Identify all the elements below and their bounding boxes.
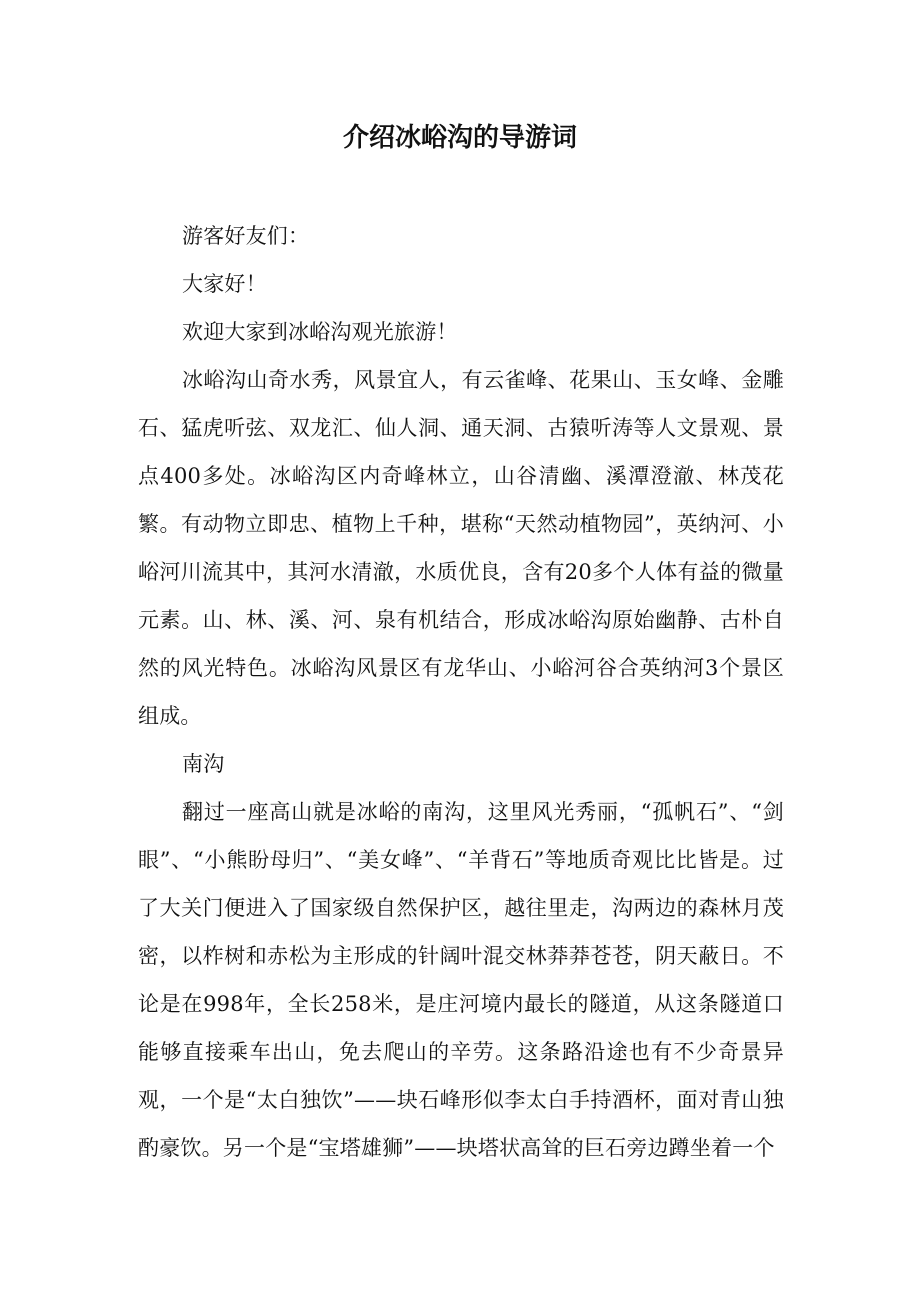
hello-paragraph: 大家好！ [182, 272, 267, 296]
greeting-paragraph: 游客好友们： [182, 224, 310, 248]
welcome-paragraph: 欢迎大家到冰峪沟观光旅游！ [182, 320, 458, 344]
section-heading-south: 南沟 [182, 752, 225, 776]
document-title: 介绍冰峪沟的导游词 [342, 123, 577, 153]
overview-paragraph: 冰峪沟山奇水秀，风景宜人，有云雀峰、花果山、玉女峰、金雕石、猛虎听弦、双龙汇、仙人洞、通天洞、古猿听涛等人文景观、景点400多处。冰峪沟区内奇峰林立，山谷清幽、溪潭澄澈、林茂花繁。有动物立即忠、植物上千种，堪称“天然动植物园”，英纳河、小峪河川流其中，其河水清澈，水质优良，含有20多个人体有益的微量元素。山、林、溪、河、泉有机结合，形成冰峪沟原始幽静、古朴自然的风光特色。冰峪沟风景区有龙华山、小峪河谷合英纳河3个景区组成。 [138, 368, 784, 728]
south-description-paragraph: 翻过一座高山就是冰峪的南沟，这里风光秀丽，“孤帆石”、“剑眼”、“小熊盼母归”、“美女峰”、“羊背石”等地质奇观比比皆是。过了大关门便进入了国家级自然保护区，越往里走，沟两边的森林月茂密，以柞树和赤松为主形成的针阔叶混交林莽莽苍苍，阴天蔽日。不论是在998年，全长258米，是庄河境内最长的隧道，从这条隧道口能够直接乘车出山，免去爬山的辛劳。这条路沿途也有不少奇景异观，一个是“太白独饮”——块石峰形似李太白手持酒杯，面对青山独酌豪饮。另一个是“宝塔雄狮”——块塔状高耸的巨石旁边蹲坐着一个 [138, 800, 784, 1160]
document-body [138, 212, 784, 1172]
